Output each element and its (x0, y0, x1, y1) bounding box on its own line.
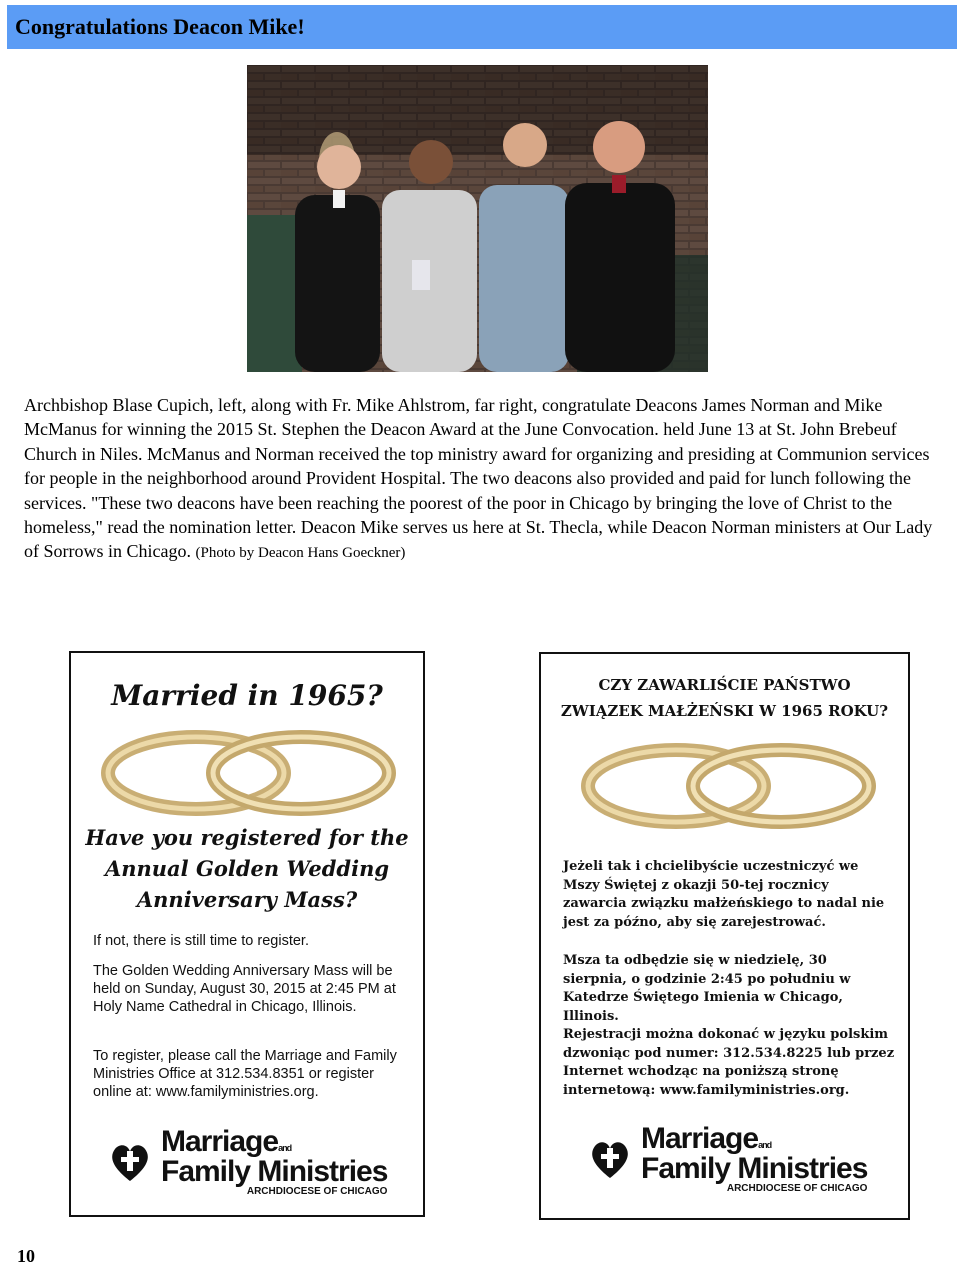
logo-line2: Family Ministries (641, 1152, 868, 1185)
page-number: 10 (17, 1246, 35, 1266)
marriage-family-ministries-logo (587, 1124, 867, 1194)
flyer-en-paragraph-1: If not, there is still time to register. (93, 933, 309, 949)
page-header-banner (7, 5, 957, 49)
flyer-pl-paragraph-2: Msza ta odbędzie się w niedzielę, 30 sierpnia, o godzinie 2:45 po południu w Katedrze Świętego Imienia w Chicago, Illinois. (563, 953, 851, 1024)
photo-caption (24, 393, 939, 566)
flyer-question-line1: Have you registered for the (85, 825, 409, 850)
flyer-en-paragraph-3: To register, please call the Marriage and Family Ministries Office at 312.534.8351 or register online at: www.familyministries.org. (93, 1048, 397, 1100)
flyer-pl-title-line2: ZWIĄZEK MAŁŻEŃSKI W 1965 ROKU? (560, 702, 889, 720)
ministry-heart-cross-icon (587, 1136, 633, 1182)
logo-line2: Family Ministries (161, 1155, 388, 1188)
award-photo (247, 65, 708, 372)
logo-and: and (278, 1143, 292, 1153)
logo-subtitle: ARCHDIOCESE OF CHICAGO (246, 1186, 388, 1197)
flyer-question-line3: Anniversary Mass? (136, 887, 358, 912)
ministry-heart-cross-icon (107, 1139, 153, 1185)
golden-wedding-flyer-english (69, 651, 425, 1217)
flyer-question-line2: Annual Golden Wedding (104, 856, 390, 881)
logo-and: and (758, 1140, 772, 1150)
award-photo-illustration (247, 65, 708, 372)
flyer-en-paragraph-2: The Golden Wedding Anniversary Mass will be held on Sunday, August 30, 2015 at 2:45 PM at Holy Name Cathedral in Chicago, Illinois. (93, 963, 396, 1015)
flyer-title: Married in 1965? (111, 679, 383, 712)
golden-wedding-flyer-polish (539, 652, 910, 1220)
flyer-pl-paragraph-3: Rejestracji można dokonać w języku polskim dzwoniąc pod numer: 312.534.8225 lub przez Internet wchodząc na poniższą stronę internetową: www.familyministries.org. (563, 1027, 895, 1098)
flyer-pl-title-line1: CZY ZAWARLIŚCIE PAŃSTWO (598, 676, 851, 694)
flyer-pl-paragraph-1: Jeżeli tak i chcielibyście uczestniczyć we Mszy Świętej z okazji 50-tej rocznicy zawarcia związku małżeńskiego to nadal nie jest za późno, aby się zarejestrować. (563, 859, 885, 930)
logo-line1: Marriage (641, 1122, 759, 1155)
wedding-rings-icon (101, 725, 401, 821)
marriage-family-ministries-logo (107, 1127, 387, 1197)
page-title: Congratulations Deacon Mike! (15, 14, 305, 39)
caption-text: Archbishop Blase Cupich, left, along with Fr. Mike Ahlstrom, far right, congratulate Deacons James Norman and Mike McManus for winning the 2015 St. Stephen the Deacon Award at the June Convocation. held June 13 at St. John Brebeuf Church in Niles. McManus and Norman received the top ministry award for organizing and presiding at Communion services for people in the neighborhood around Provident Hospital. The two deacons also provided and paid for lunch following the services. "These two deacons have been reaching the poorest of the poor in Chicago by bringing the love of Christ to the homeless," read the nomination letter. Deacon Mike serves us here at St. Thecla, while Deacon Norman ministers at Our Lady of Sorrows in Chicago. (24, 395, 933, 562)
logo-subtitle: ARCHDIOCESE OF CHICAGO (726, 1183, 868, 1194)
logo-line1: Marriage (161, 1125, 279, 1158)
photo-credit: (Photo by Deacon Hans Goeckner) (195, 545, 406, 562)
wedding-rings-icon (581, 738, 881, 834)
